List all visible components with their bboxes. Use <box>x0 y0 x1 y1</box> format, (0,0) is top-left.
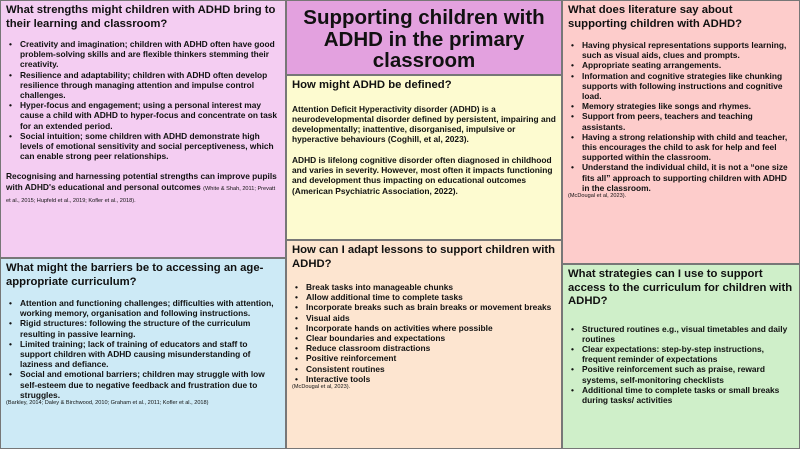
list-item: • Support from peers, teachers and teaching assistants. <box>568 111 794 131</box>
list-item: • Incorporate breaks such as brain breaks or movement breaks <box>292 302 556 312</box>
barriers-citation: (Barkley, 2014; Daley & Birchwood, 2010; Graham et al., 2011; Kofler et al., 2018) <box>6 400 209 407</box>
strategies-heading: What strategies can I use to support access to the curriculum for children with ADHD? <box>568 268 793 307</box>
list-item: • Memory strategies like songs and rhymes. <box>568 101 794 111</box>
list-item: • Structured routines e.g., visual timetables and daily routines <box>568 324 794 344</box>
list-item: • Clear boundaries and expectations <box>292 333 556 343</box>
list-item: • Information and cognitive strategies like chunking supports with following instructions and cognitive load. <box>568 71 794 102</box>
list-item: • Break tasks into manageable chunks <box>292 282 556 292</box>
barriers-list <box>6 298 280 400</box>
list-item: • Consistent routines <box>292 364 556 374</box>
list-item: • Incorporate hands on activities where possible <box>292 323 556 333</box>
list-item: • Resilience and adaptability; children with ADHD often develop resilience through managing attention and impulse control challenges. <box>6 70 280 101</box>
list-item: • Appropriate seating arrangements. <box>568 60 794 70</box>
list-item: • Interactive tools <box>292 374 556 384</box>
list-item: • Allow additional time to complete tasks <box>292 292 556 302</box>
list-item: • Creativity and imagination; children with ADHD often have good problem-solving skills and are flexible thinkers stemming their creativity. <box>6 39 280 70</box>
literature-citation: (McDougal et al, 2023). <box>568 193 627 200</box>
strengths-panel <box>0 0 286 258</box>
definition-paragraph-1: Attention Deficit Hyperactivity disorder (ADHD) is a neurodevelopmental disorder defined by persistent, impairing and developmentally; inattentive, disorganised, impulsive or hyperactive behaviours (Coghill, et al, 2023). <box>292 103 556 145</box>
adapt-citation: (McDougal et al, 2023). <box>292 384 351 391</box>
list-item: • Rigid structures: following the structure of the curriculum resulting in passive learning. <box>6 318 280 338</box>
definition-paragraph-2: ADHD is lifelong cognitive disorder often diagnosed in childhood and varies in severity. However, most often it impacts functioning and development thus impacting on educational outcomes (American Psychiatric Association, 2022). <box>292 154 553 196</box>
strategies-list <box>568 324 794 406</box>
strengths-summary-text: Recognising and harnessing potential strengths can improve pupils with ADHD's educational and personal outcomes <box>6 171 277 192</box>
strengths-citation: (White & Shah, 2011; Prevatt et al., 2015; Hupfeld et al., 2019; Kofler et al., 2018). <box>6 185 276 205</box>
list-item: • Having physical representations supports learning, such as visual aids, clues and prompts. <box>568 40 794 60</box>
strategies-panel <box>562 264 800 449</box>
list-item: • Positive reinforcement such as praise, reward systems, self-monitoring checklists <box>568 364 794 384</box>
adapt-heading: How can I adapt lessons to support children with ADHD? <box>292 244 555 270</box>
list-item: • Clear expectations: step-by-step instructions, frequent reminder of expectations <box>568 344 794 364</box>
list-item: • Visual aids <box>292 313 556 323</box>
barriers-heading: What might the barriers be to accessing an age-appropriate curriculum? <box>6 262 264 288</box>
list-item: • Having a strong relationship with child and teacher, this encourages the child to ask for help and feel supported within the classroom. <box>568 132 794 163</box>
definition-panel <box>286 75 562 240</box>
adapt-panel <box>286 240 562 449</box>
list-item: • Social and emotional barriers; children may struggle with low self-esteem due to negative feedback and frustration due to struggles. <box>6 369 280 400</box>
literature-list <box>568 40 794 193</box>
title-panel <box>286 0 562 75</box>
list-item: • Understand the individual child, it is not a “one size fits all” approach to supporting children with ADHD in the classroom. <box>568 162 794 193</box>
barriers-panel <box>0 258 286 449</box>
strengths-heading: What strengths might children with ADHD bring to their learning and classroom? <box>6 4 276 30</box>
list-item: • Limited training; lack of training of educators and staff to support children with ADHD causing misunderstanding of laziness and defiance. <box>6 339 280 370</box>
literature-heading: What does literature say about supporting children with ADHD? <box>568 4 743 30</box>
list-item: • Attention and functioning challenges; difficulties with attention, working memory, organisation and following instructions. <box>6 298 280 318</box>
list-item: • Hyper-focus and engagement; using a personal interest may cause a child with ADHD to hyper-focus and concentrate on task for an extended period. <box>6 100 280 131</box>
page-title: Supporting children with ADHD in the primary classroom <box>303 6 545 72</box>
list-item: • Additional time to complete tasks or small breaks during tasks/ activities <box>568 385 794 405</box>
list-item: • Social intuition; some children with ADHD demonstrate high levels of emotional sensitivity and social perceptiveness, which can enable strong peer relationships. <box>6 131 280 162</box>
list-item: • Positive reinforcement <box>292 353 556 363</box>
definition-heading: How might ADHD be defined? <box>292 79 452 91</box>
adapt-list <box>292 282 556 384</box>
strengths-list <box>6 39 280 161</box>
list-item: • Reduce classroom distractions <box>292 343 556 353</box>
strengths-summary <box>6 171 280 206</box>
literature-panel <box>562 0 800 264</box>
